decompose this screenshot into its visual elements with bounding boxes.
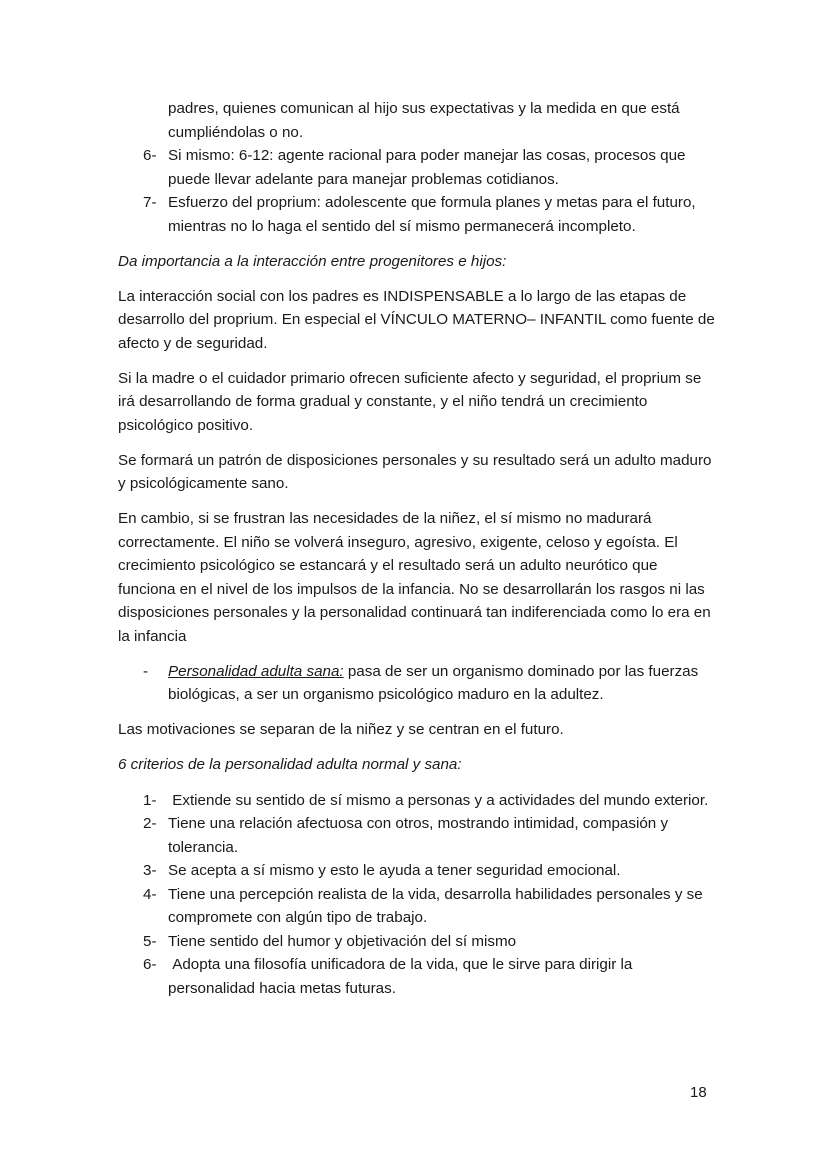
list-number: 7- <box>143 194 157 211</box>
list-item <box>118 191 718 238</box>
list-item <box>118 930 718 954</box>
list-item <box>118 144 718 191</box>
list-item <box>118 953 718 1000</box>
list-text: Adopta una filosofía unificadora de la vida, que le sirve para dirigir la personalidad hacia metas futuras. <box>168 956 637 997</box>
list-item <box>118 883 718 930</box>
dash-list-item <box>118 660 718 707</box>
stages-list <box>118 97 718 238</box>
dash-bullet: - <box>143 662 149 680</box>
paragraph: Si la madre o el cuidador primario ofrecen suficiente afecto y seguridad, el proprium se irá desarrollando de forma gradual y constante, y el niño tendrá un crecimiento psicológico positivo. <box>118 369 702 434</box>
list-number: 1- <box>143 791 157 809</box>
criteria-list <box>118 789 718 1001</box>
list-text: Se acepta a sí mismo y esto le ayuda a tener seguridad emocional. <box>168 862 621 879</box>
criteria-heading: 6 criterios de la personalidad adulta normal y sana: <box>118 756 462 773</box>
list-text: Si mismo: 6-12: agente racional para poder manejar las cosas, procesos que puede llevar adelante para manejar problemas cotidianos. <box>168 147 686 188</box>
list-number: 2- <box>143 815 157 832</box>
list-number: 4- <box>143 885 157 903</box>
paragraph: En cambio, si se frustran las necesidades de la niñez, el sí mismo no madurará correctamente. El niño se volverá inseguro, agresivo, exigente, celoso y egoísta. El crecimiento psicológico se estancará y el resultado será un adulto neurótico que funciona en el nivel de los impulsos de la infancia. No se desarrollarán los rasgos ni las disposiciones personales y la personalidad continuará tan indiferenciada como lo era en la infancia <box>118 510 711 645</box>
document-page <box>118 97 718 1000</box>
section-heading: Da importancia a la interacción entre progenitores e hijos: <box>118 252 507 270</box>
list-number: 3- <box>143 862 157 879</box>
paragraph: Las motivaciones se separan de la niñez y se centran en el futuro. <box>118 721 564 738</box>
page-number: 18 <box>690 1084 707 1101</box>
list-number: 6- <box>143 956 157 973</box>
list-text: Tiene una relación afectuosa con otros, mostrando intimidad, compasión y tolerancia. <box>168 815 669 856</box>
term-definition: pasa de ser un organismo dominado por las fuerzas biológicas, a ser un organismo psicológico maduro en la adultez. <box>168 662 699 703</box>
term-label: Personalidad adulta sana: <box>168 662 344 680</box>
list-text: Extiende su sentido de sí mismo a personas y a actividades del mundo exterior. <box>168 791 709 809</box>
dash-item-text <box>168 660 718 707</box>
paragraph: Se formará un patrón de disposiciones personales y su resultado será un adulto maduro y psicológicamente sano. <box>118 451 712 492</box>
list-number: 5- <box>143 932 157 950</box>
list-number: 6- <box>143 147 157 164</box>
list-text: Tiene una percepción realista de la vida, desarrolla habilidades personales y se compromete con algún tipo de trabajo. <box>168 885 703 926</box>
paragraph: La interacción social con los padres es INDISPENSABLE a lo largo de las etapas de desarrollo del proprium. En especial el VÍNCULO MATERNO– INFANTIL como fuente de afecto y de seguridad. <box>118 287 715 352</box>
list-continuation: padres, quienes comunican al hijo sus expectativas y la medida en que está cumpliéndolas o no. <box>168 100 680 141</box>
list-text: Tiene sentido del humor y objetivación del sí mismo <box>168 932 517 950</box>
list-item <box>118 812 718 859</box>
list-item <box>118 859 718 883</box>
list-item <box>118 789 718 813</box>
list-text: Esfuerzo del proprium: adolescente que formula planes y metas para el futuro, mientras no lo haga el sentido del sí mismo permanecerá incompleto. <box>168 194 696 235</box>
